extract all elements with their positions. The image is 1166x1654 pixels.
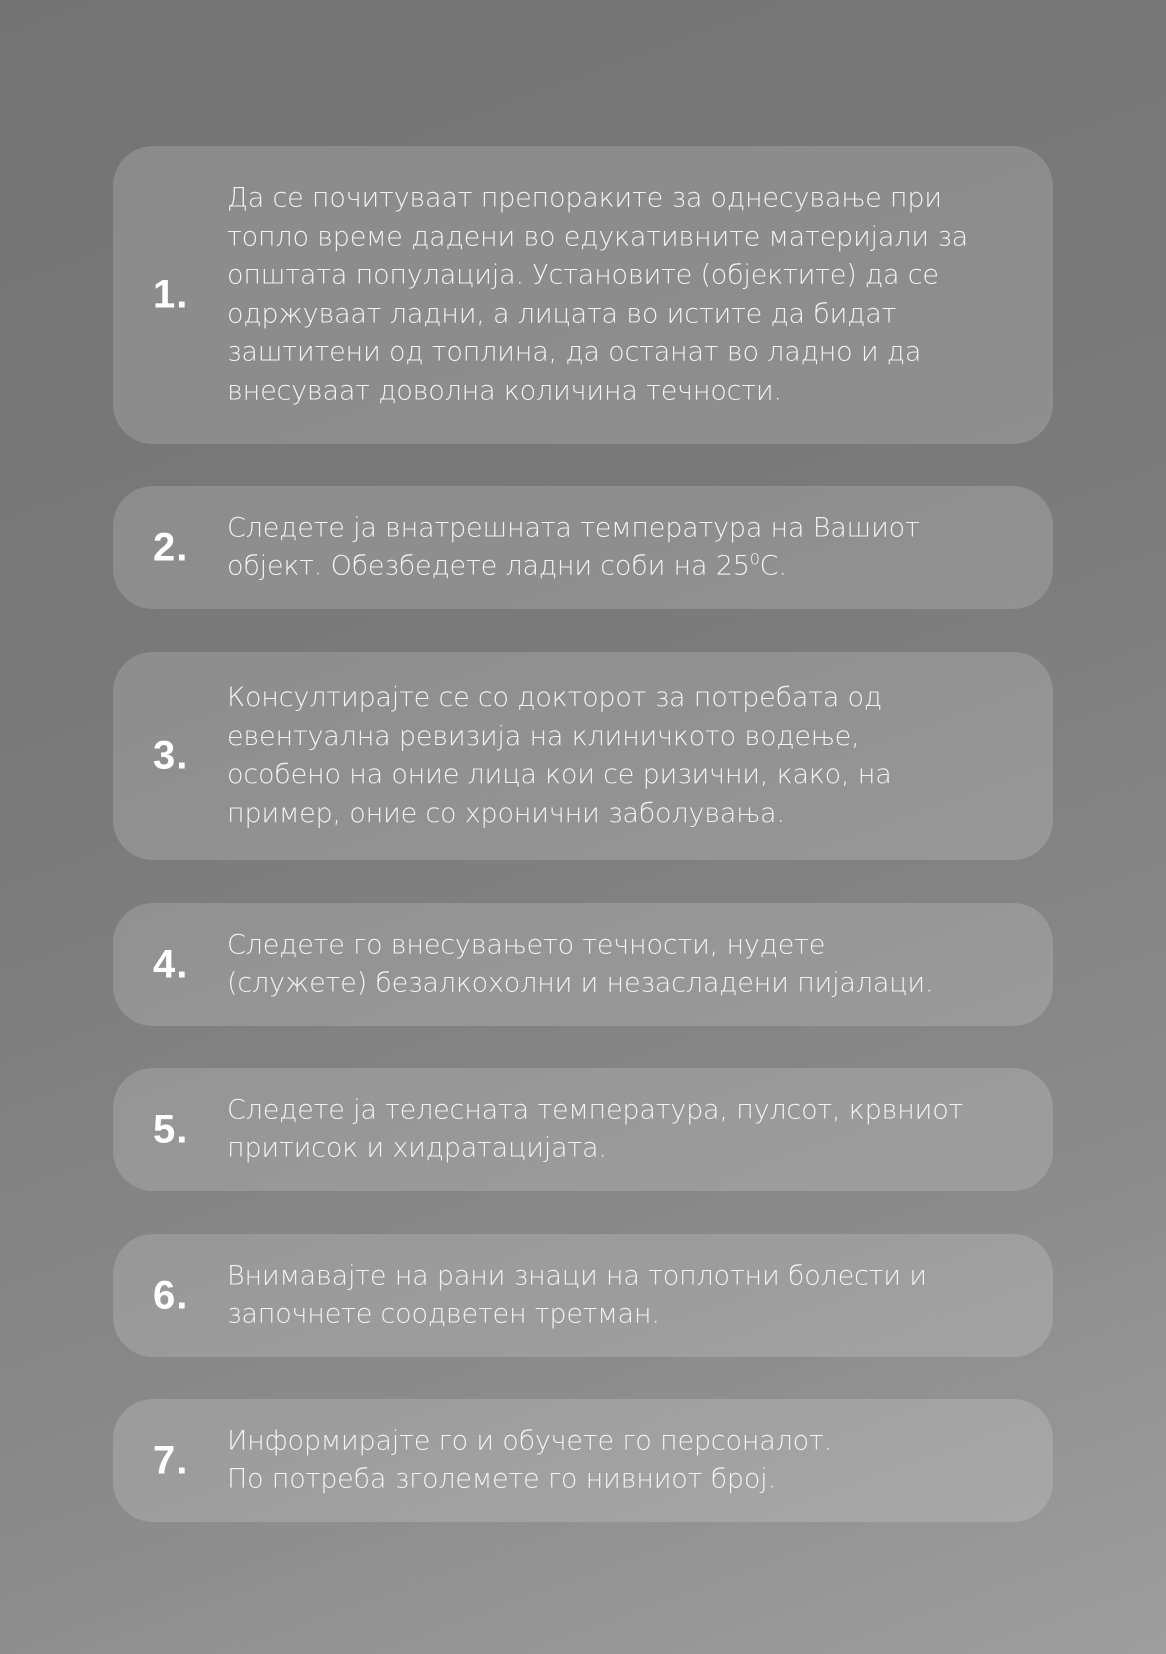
item-number: 6. — [153, 1273, 189, 1317]
list-item — [113, 486, 1053, 609]
item-number: 4. — [153, 942, 189, 986]
item-number: 3. — [153, 733, 189, 778]
item-text — [227, 509, 1017, 586]
item-text: Консултирајте се со докторот за потребата од евентуална ревизија на клиничкото водење, особено на оние лица кои се ризични, како, на пример, оние со хронични заболувања. — [227, 682, 892, 829]
item-number: 1. — [153, 272, 189, 317]
list-item — [113, 146, 1053, 444]
list-item — [113, 1234, 1053, 1357]
item-text: Внимавајте на рани знаци на топлотни болести и започнете соодветен третман. — [227, 1260, 927, 1330]
item-number: 5. — [153, 1107, 189, 1151]
item-text-main: Следете ја внатрешната температура на Вашиот објект. Обезбедете ладни соби на 25 — [227, 512, 920, 582]
item-number: 2. — [153, 525, 189, 569]
list-item — [113, 1399, 1053, 1522]
item-text-unit: С. — [759, 550, 787, 582]
item-text: Следете ја телесната температура, пулсот, крвниот притисок и хидратацијата. — [227, 1094, 964, 1164]
item-text: Да се почитуваат препораките за однесување при топло време дадени во едукативните материјали за општата популација. Установите (објектите) да се одржуваат ладни, а лицата во истите да бидат заштитени од топлина, да останат во ладно и да внесуваат доволна количина течности. — [227, 182, 968, 406]
degree-superscript: 0 — [749, 549, 760, 569]
item-number: 7. — [153, 1438, 189, 1482]
item-text: Следете го внесувањето течности, нудете (служете) безалкохолни и незасладени пијалаци. — [227, 929, 934, 999]
list-item — [113, 1068, 1053, 1191]
list-item — [113, 652, 1053, 860]
list-item — [113, 903, 1053, 1026]
item-text: Информирајте го и обучете го персоналот. По потреба зголемете го нивниот број. — [227, 1425, 832, 1495]
